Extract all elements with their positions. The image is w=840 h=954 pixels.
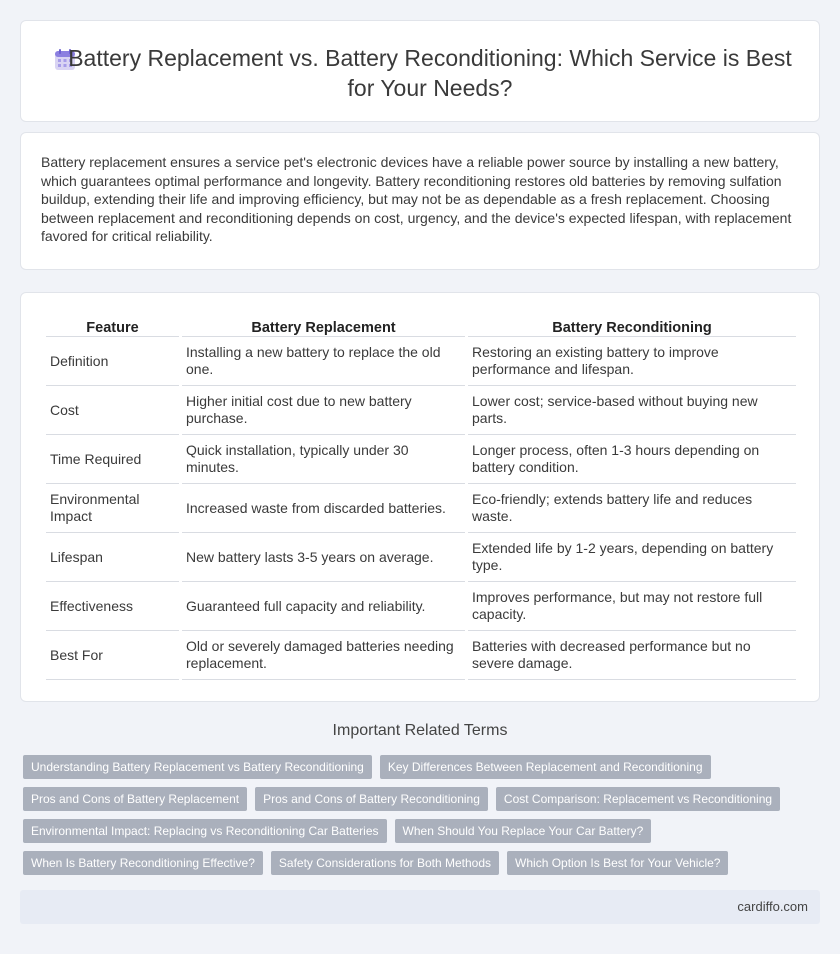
title-card — [20, 20, 820, 122]
related-terms-row — [23, 755, 823, 779]
table-row — [46, 533, 796, 582]
table-row — [46, 337, 796, 386]
footer — [20, 890, 820, 924]
reconditioning-cell: Restoring an existing battery to improve performance and lifespan. — [468, 337, 796, 386]
replacement-cell: New battery lasts 3-5 years on average. — [182, 533, 465, 582]
related-terms-title: Important Related Terms — [332, 722, 508, 739]
table-header-row — [46, 315, 796, 337]
related-terms-row — [23, 851, 823, 875]
header-reconditioning: Battery Reconditioning — [468, 315, 796, 337]
table-row — [46, 484, 796, 533]
feature-cell: Cost — [46, 386, 179, 435]
table-row — [46, 582, 796, 631]
reconditioning-cell: Extended life by 1-2 years, depending on battery type. — [468, 533, 796, 582]
table-row — [46, 631, 796, 680]
related-term-link[interactable]: Environmental Impact: Replacing vs Reconditioning Car Batteries — [23, 819, 387, 843]
related-term-link[interactable]: Key Differences Between Replacement and Reconditioning — [380, 755, 711, 779]
reconditioning-cell: Batteries with decreased performance but no severe damage. — [468, 631, 796, 680]
reconditioning-cell: Eco-friendly; extends battery life and reduces waste. — [468, 484, 796, 533]
reconditioning-cell: Improves performance, but may not restore full capacity. — [468, 582, 796, 631]
footer-site-link[interactable]: cardiffo.com — [737, 899, 808, 914]
header-replacement: Battery Replacement — [182, 315, 465, 337]
related-terms — [23, 755, 823, 883]
reconditioning-cell: Longer process, often 1-3 hours depending on battery condition. — [468, 435, 796, 484]
related-term-link[interactable]: Understanding Battery Replacement vs Battery Reconditioning — [23, 755, 372, 779]
related-term-link[interactable]: Cost Comparison: Replacement vs Reconditioning — [496, 787, 780, 811]
page-title: Battery Replacement vs. Battery Reconditioning: Which Service is Best for Your Needs? — [68, 45, 792, 101]
replacement-cell: Increased waste from discarded batteries. — [182, 484, 465, 533]
replacement-cell: Guaranteed full capacity and reliability. — [182, 582, 465, 631]
feature-cell: Best For — [46, 631, 179, 680]
feature-cell: Time Required — [46, 435, 179, 484]
table-row — [46, 386, 796, 435]
related-term-link[interactable]: Which Option Is Best for Your Vehicle? — [507, 851, 728, 875]
replacement-cell: Quick installation, typically under 30 minutes. — [182, 435, 465, 484]
replacement-cell: Higher initial cost due to new battery purchase. — [182, 386, 465, 435]
related-term-link[interactable]: Pros and Cons of Battery Reconditioning — [255, 787, 488, 811]
related-terms-row — [23, 787, 823, 811]
related-term-link[interactable]: Safety Considerations for Both Methods — [271, 851, 499, 875]
reconditioning-cell: Lower cost; service-based without buying new parts. — [468, 386, 796, 435]
related-term-link[interactable]: When Is Battery Reconditioning Effective? — [23, 851, 263, 875]
intro-card — [20, 132, 820, 270]
replacement-cell: Installing a new battery to replace the old one. — [182, 337, 465, 386]
feature-cell: Effectiveness — [46, 582, 179, 631]
header-feature: Feature — [46, 315, 179, 337]
comparison-table-card — [20, 292, 820, 702]
replacement-cell: Old or severely damaged batteries needing replacement. — [182, 631, 465, 680]
feature-cell: Lifespan — [46, 533, 179, 582]
related-terms-row — [23, 819, 823, 843]
feature-cell: Definition — [46, 337, 179, 386]
table-row — [46, 435, 796, 484]
comparison-table — [43, 315, 799, 680]
intro-paragraph: Battery replacement ensures a service pet's electronic devices have a reliable power source by installing a new battery, which guarantees optimal performance and longevity. Battery reconditioning restores old batteries by removing sulfation buildup, extending their life and improving efficiency, but may not be as dependable as a fresh replacement. Choosing between replacement and reconditioning depends on cost, urgency, and the device's expected lifespan, with replacement favored for critical reliability. — [41, 154, 792, 244]
feature-cell: Environmental Impact — [46, 484, 179, 533]
related-term-link[interactable]: Pros and Cons of Battery Replacement — [23, 787, 247, 811]
related-term-link[interactable]: When Should You Replace Your Car Battery? — [395, 819, 652, 843]
